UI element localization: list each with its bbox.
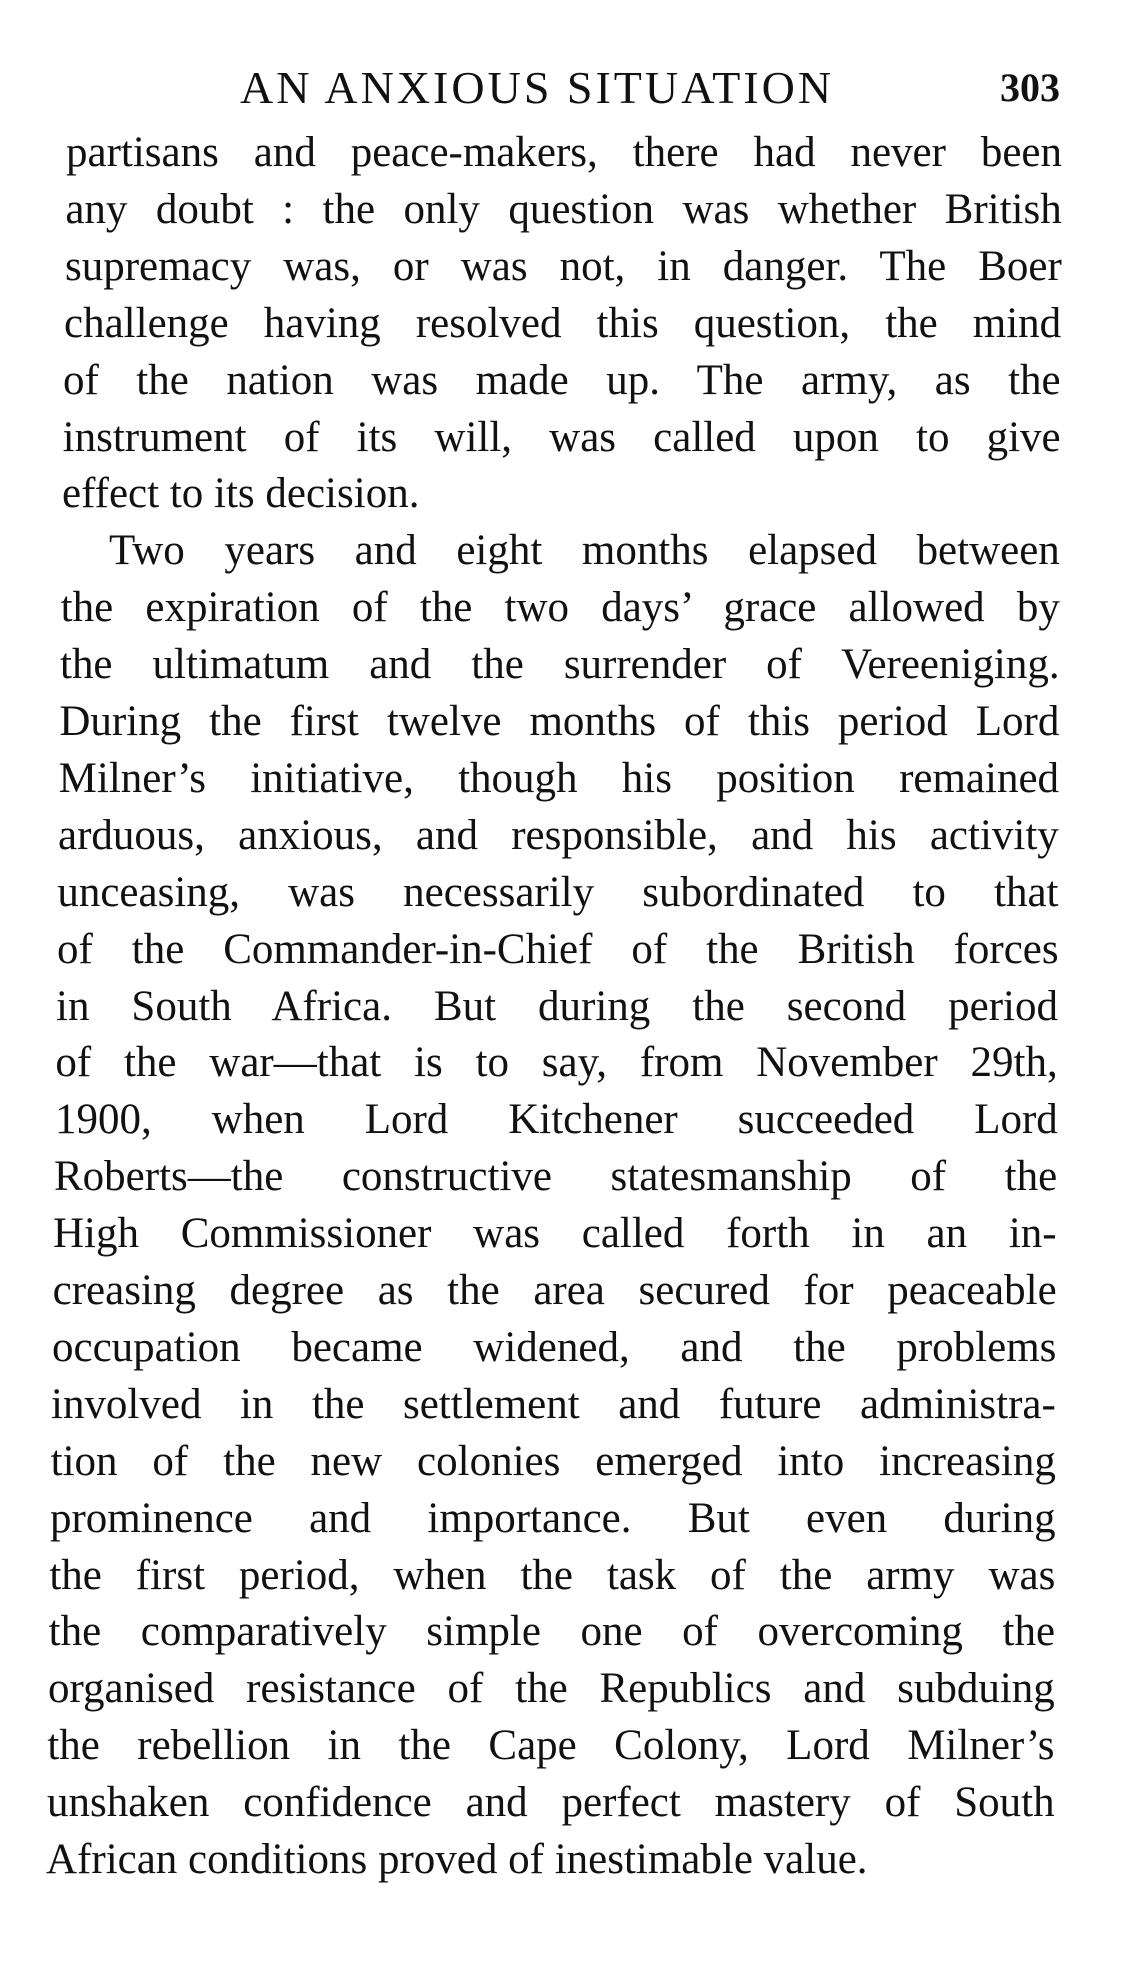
text-line: partisans and peace-makers, there had never been bbox=[66, 129, 1062, 176]
text-line: the expiration of the two days’ grace allowed by bbox=[60, 584, 1060, 632]
page-header bbox=[0, 58, 1126, 118]
text-line: Roberts—the constructive statesmanship of the bbox=[54, 1153, 1058, 1201]
text-line: the rebellion in the Cape Colony, Lord Milner’s bbox=[47, 1722, 1055, 1770]
text-line: Two years and eight months elapsed between bbox=[109, 527, 1061, 575]
text-line: of the war—that is to say, from November 29th, bbox=[55, 1039, 1058, 1087]
text-line: involved in the settlement and future administra- bbox=[51, 1380, 1057, 1428]
text-line: arduous, anxious, and responsible, and his activity bbox=[58, 811, 1059, 859]
text-line: tion of the new colonies emerged into increasing bbox=[50, 1437, 1056, 1485]
text-line: unshaken confidence and perfect mastery of South bbox=[46, 1779, 1055, 1827]
text-line: Milner’s initiative, though his position remained bbox=[58, 754, 1060, 802]
running-title: AN ANXIOUS SITUATION bbox=[240, 62, 835, 113]
text-line: instrument of its will, was called upon to give bbox=[62, 413, 1061, 461]
text-line: creasing degree as the area secured for peaceable bbox=[52, 1267, 1057, 1314]
text-line: During the first twelve months of this period Lord bbox=[59, 698, 1060, 745]
text-line: African conditions proved of inestimable value. bbox=[46, 1836, 868, 1883]
text-line: the comparatively simple one of overcoming the bbox=[48, 1608, 1056, 1656]
page-number: 303 bbox=[1000, 65, 1060, 110]
text-line: organised resistance of the Republics and subduing bbox=[48, 1665, 1055, 1713]
text-line: the ultimatum and the surrender of Vereeniging. bbox=[60, 641, 1060, 689]
text-line: of the nation was made up. The army, as the bbox=[63, 356, 1061, 404]
text-line: unceasing, was necessarily subordinated to that bbox=[57, 868, 1059, 916]
text-line: in South Africa. But during the second period bbox=[56, 982, 1058, 1030]
text-line: any doubt : the only question was whether British bbox=[65, 185, 1062, 233]
text-line: occupation became widened, and the problems bbox=[52, 1323, 1057, 1371]
text-line: the first period, when the task of the army was bbox=[49, 1551, 1056, 1599]
text-line: prominence and importance. But even during bbox=[50, 1494, 1056, 1542]
text-line: effect to its decision. bbox=[62, 470, 420, 518]
text-line: of the Commander-in-Chief of the British forces bbox=[56, 925, 1059, 973]
text-line: 1900, when Lord Kitchener succeeded Lord bbox=[54, 1096, 1058, 1144]
text-line: challenge having resolved this question, the mind bbox=[64, 299, 1062, 347]
text-line: supremacy was, or was not, in danger. The Boer bbox=[64, 242, 1062, 290]
text-line: High Commissioner was called forth in an in- bbox=[53, 1210, 1057, 1258]
